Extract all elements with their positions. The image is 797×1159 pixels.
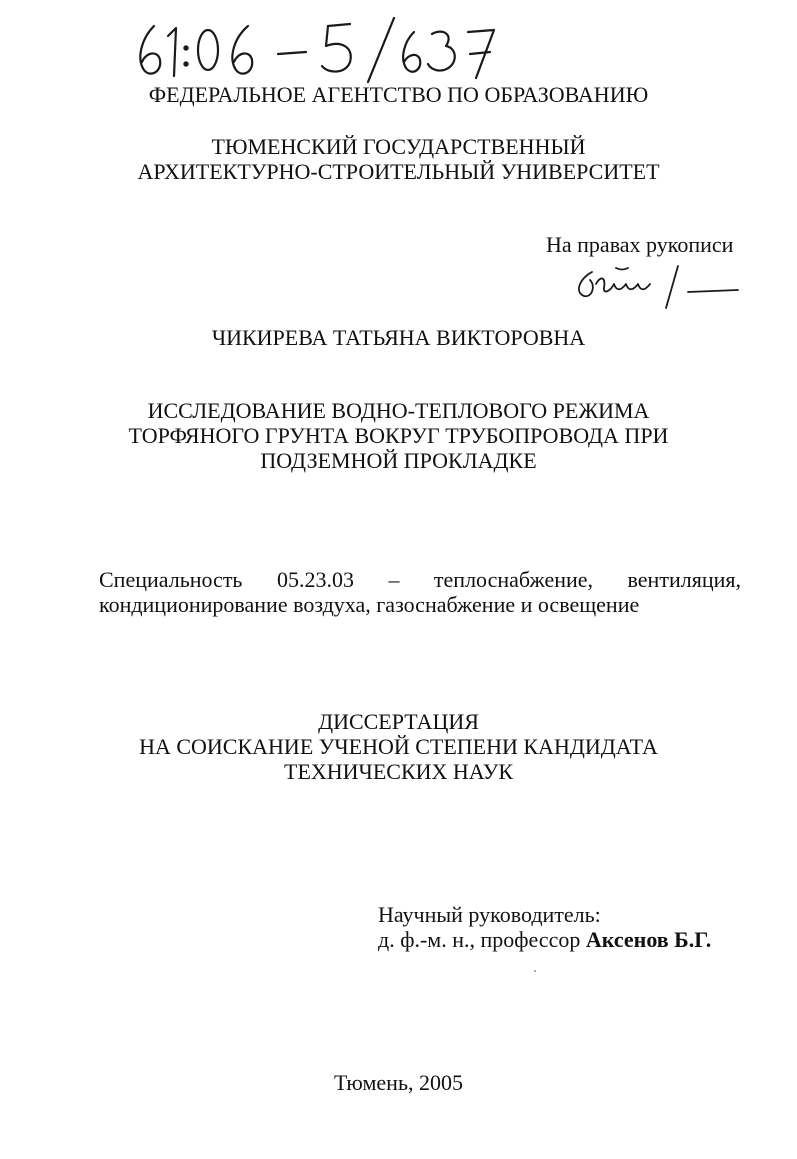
advisor-label: Научный руководитель: (378, 902, 601, 927)
author-signature (570, 262, 750, 312)
specialty-line2: кондиционирование воздуха, газоснабжение и освещение (99, 592, 640, 617)
dissertation-type-line3: ТЕХНИЧЕСКИХ НАУК (284, 759, 513, 784)
advisor-name: Аксенов Б.Г. (585, 927, 712, 952)
place-and-year: Тюмень, 2005 (334, 1070, 463, 1095)
author-name: ЧИКИРЕВА ТАТЬЯНА ВИКТОРОВНА (211, 325, 586, 350)
manuscript-rights: На правах рукописи (546, 232, 734, 257)
university-name-line2: АРХИТЕКТУРНО-СТРОИТЕЛЬНЫЙ УНИВЕРСИТЕТ (137, 159, 660, 184)
specialty-field-2: вентиляция, (627, 567, 741, 592)
specialty-dash: – (388, 567, 400, 592)
advisor-credentials: д. ф.-м. н., профессор (378, 927, 581, 952)
handwritten-archive-code (128, 14, 508, 84)
agency-name: ФЕДЕРАЛЬНОЕ АГЕНТСТВО ПО ОБРАЗОВАНИЮ (148, 82, 649, 107)
signature-drawing (570, 262, 750, 312)
scan-speck (534, 970, 536, 972)
dissertation-type-line1: ДИССЕРТАЦИЯ (318, 709, 479, 734)
dissertation-title-line3: ПОДЗЕМНОЙ ПРОКЛАДКЕ (260, 448, 537, 473)
university-name-line1: ТЮМЕНСКИЙ ГОСУДАРСТВЕННЫЙ (211, 134, 586, 159)
specialty-label: Специальность (99, 567, 243, 592)
specialty-line1 (99, 567, 741, 593)
dissertation-title-line1: ИССЛЕДОВАНИЕ ВОДНО-ТЕПЛОВОГО РЕЖИМА (147, 398, 650, 423)
advisor-details (378, 927, 711, 953)
specialty-field-1: теплоснабжение, (433, 567, 594, 592)
dissertation-type-line2: НА СОИСКАНИЕ УЧЕНОЙ СТЕПЕНИ КАНДИДАТА (139, 734, 658, 759)
handwritten-archive-code-drawing (128, 14, 508, 84)
dissertation-title-line2: ТОРФЯНОГО ГРУНТА ВОКРУГ ТРУБОПРОВОДА ПРИ (128, 423, 669, 448)
specialty-code: 05.23.03 (276, 567, 354, 592)
